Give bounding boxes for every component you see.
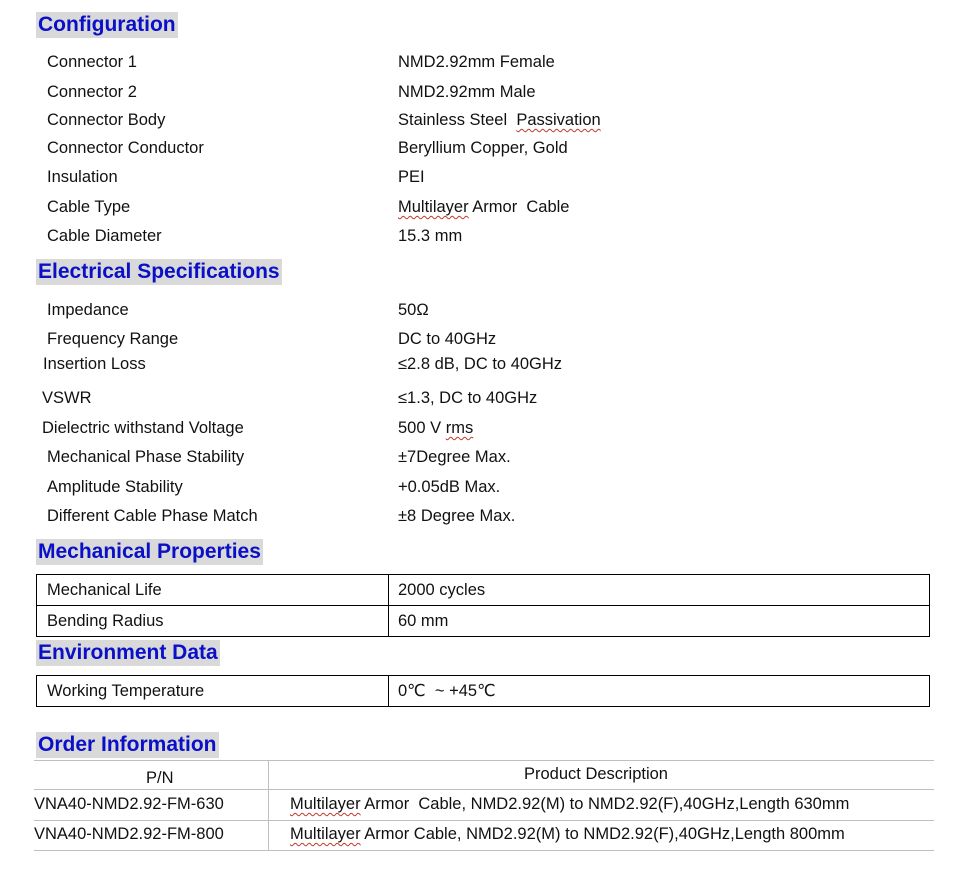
description-part: Armor Cable, NMD2.92(M) to NMD2.92(F),40GHz,Length 800mm — [360, 825, 845, 843]
spec-label: Insertion Loss — [43, 355, 146, 373]
column-divider — [388, 575, 389, 605]
spellcheck-word: Multilayer — [398, 198, 469, 216]
description-part: Armor Cable, NMD2.92(M) to NMD2.92(F),40GHz,Length 630mm — [360, 795, 850, 813]
spec-value: 15.3 mm — [398, 227, 463, 245]
configuration-heading: Configuration — [38, 13, 176, 36]
order-table — [34, 760, 934, 851]
spec-value-part: Armor Cable — [468, 198, 570, 216]
spec-label: Different Cable Phase Match — [47, 507, 258, 525]
table-cell-value: 60 mm — [398, 612, 449, 630]
table-cell-value: 0℃ ~ +45℃ — [398, 682, 496, 700]
spec-value-part: Stainless Steel — [398, 111, 517, 129]
spec-value: PEI — [398, 168, 425, 186]
spellcheck-word: rms — [445, 419, 474, 437]
product-description — [290, 795, 849, 814]
table-cell-label: Working Temperature — [47, 682, 205, 700]
spec-label: Frequency Range — [47, 330, 179, 348]
table-cell-label: Mechanical Life — [47, 581, 162, 599]
electrical-heading: Electrical Specifications — [38, 260, 280, 283]
spec-value-part: 500 V — [398, 419, 446, 437]
table-cell-value: 2000 cycles — [398, 581, 486, 599]
spec-value: ≤2.8 dB, DC to 40GHz — [398, 355, 563, 373]
environment-heading: Environment Data — [38, 641, 218, 664]
part-number: VNA40-NMD2.92-FM-800 — [34, 825, 224, 843]
spellcheck-word: Multilayer — [290, 825, 361, 843]
spec-label: Cable Diameter — [47, 227, 162, 245]
column-header-pn: P/N — [146, 769, 174, 787]
spec-value: ≤1.3, DC to 40GHz — [398, 389, 538, 407]
part-number: VNA40-NMD2.92-FM-630 — [34, 795, 224, 813]
product-description — [290, 825, 845, 844]
spec-value: DC to 40GHz — [398, 330, 497, 348]
spec-label: Connector Body — [47, 111, 166, 129]
column-divider — [388, 606, 389, 636]
mechanical-table — [36, 574, 930, 637]
order-heading: Order Information — [38, 733, 217, 756]
table-row — [37, 605, 929, 636]
spec-label: Connector 2 — [47, 83, 137, 101]
spec-value: NMD2.92mm Male — [398, 83, 536, 101]
spec-label: VSWR — [42, 389, 92, 407]
spec-value: Beryllium Copper, Gold — [398, 139, 568, 157]
spec-value — [398, 418, 473, 438]
spec-value: ±7Degree Max. — [398, 448, 511, 466]
spec-value: 50Ω — [398, 301, 429, 319]
column-header-description: Product Description — [524, 765, 668, 783]
spellcheck-word: Passivation — [516, 111, 601, 129]
spec-value — [398, 197, 569, 217]
spec-label: Mechanical Phase Stability — [47, 448, 245, 466]
spec-value: ±8 Degree Max. — [398, 507, 516, 525]
column-divider — [388, 676, 389, 706]
spec-value — [398, 110, 601, 130]
spec-label: Amplitude Stability — [47, 478, 183, 496]
row-divider — [34, 820, 934, 821]
spec-label: Dielectric withstand Voltage — [42, 419, 244, 437]
spec-label: Insulation — [47, 168, 118, 186]
spec-value: +0.05dB Max. — [398, 478, 501, 496]
mechanical-heading: Mechanical Properties — [38, 540, 261, 563]
row-divider — [34, 789, 934, 790]
table-row — [37, 575, 929, 605]
spec-label: Cable Type — [47, 198, 131, 216]
spec-label: Connector Conductor — [47, 139, 204, 157]
spellcheck-word: Multilayer — [290, 795, 361, 813]
spec-label: Impedance — [47, 301, 129, 319]
spec-label: Connector 1 — [47, 53, 137, 71]
environment-table — [36, 675, 930, 707]
table-row — [37, 676, 929, 706]
spec-value: NMD2.92mm Female — [398, 53, 555, 71]
column-divider — [268, 761, 269, 850]
table-cell-label: Bending Radius — [47, 612, 164, 630]
